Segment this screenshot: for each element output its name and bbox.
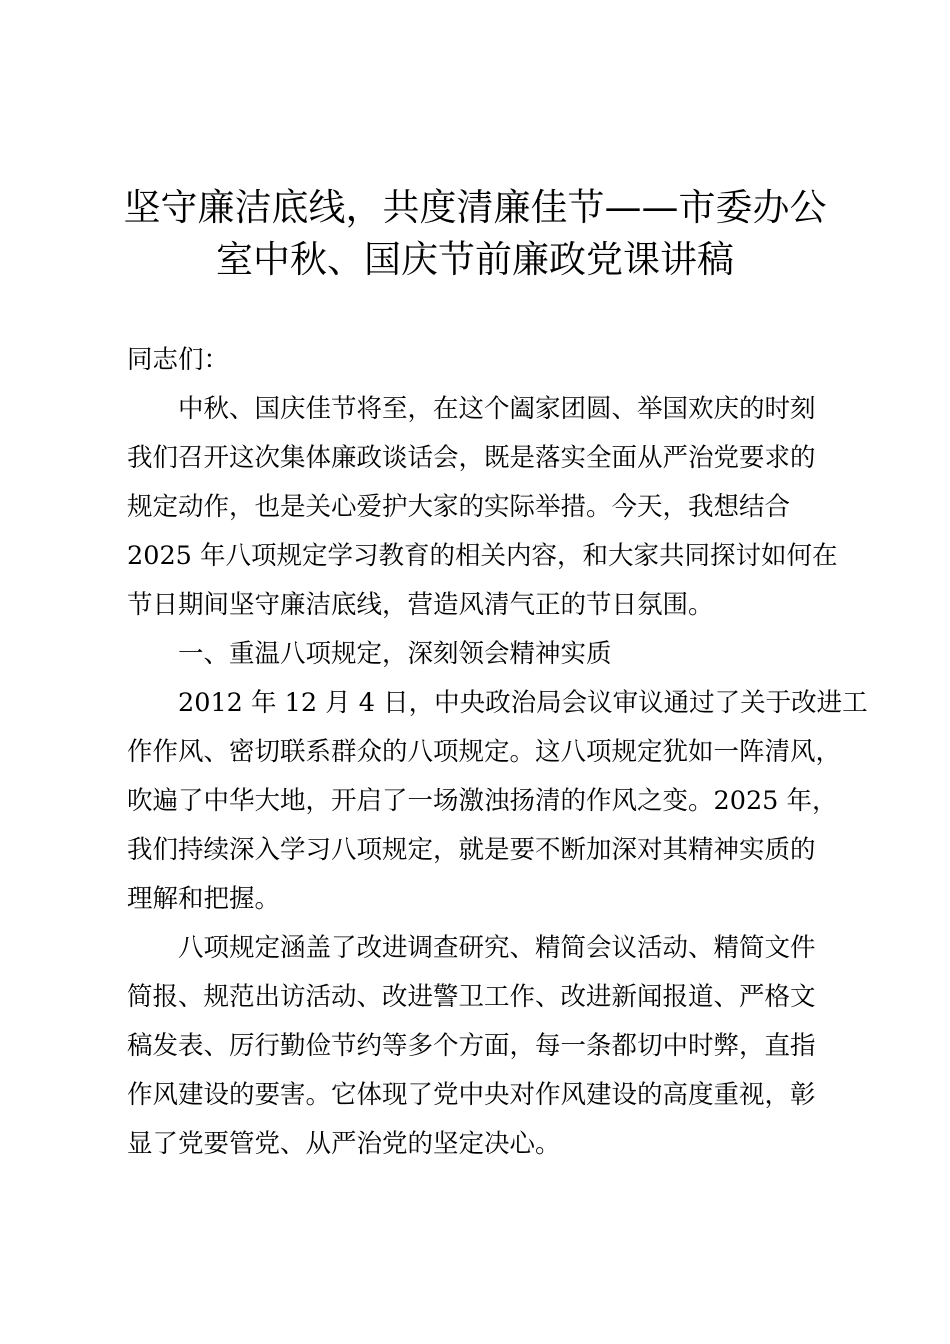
title-line-1: 坚守廉洁底线，共度清廉佳节——市委办公 bbox=[123, 186, 827, 229]
paragraph-line: 简报、规范出访活动、改进警卫工作、改进新闻报道、严格文 bbox=[127, 982, 816, 1012]
title-line-2: 室中秋、国庆节前廉政党课讲稿 bbox=[216, 238, 734, 281]
paragraph-line: 规定动作，也是关心爱护大家的实际举措。今天，我想结合 bbox=[127, 492, 791, 522]
document-body bbox=[127, 336, 868, 1169]
salutation: 同志们： bbox=[127, 345, 230, 375]
paragraph-line: 显了党要管党、从严治党的坚定决心。 bbox=[127, 1129, 561, 1159]
paragraph-line: 吹遍了中华大地，开启了一场激浊扬清的作风之变。2025 年， bbox=[127, 786, 838, 816]
paragraph-line: 2012 年 12 月 4 日，中央政治局会议审议通过了关于改进工 bbox=[178, 688, 868, 718]
section-heading-1 bbox=[127, 630, 857, 679]
paragraph-line: 作作风、密切联系群众的八项规定。这八项规定犹如一阵清风， bbox=[127, 737, 842, 767]
paragraph-line: 稿发表、厉行勤俭节约等多个方面，每一条都切中时弊，直指 bbox=[127, 1031, 816, 1061]
paragraph-1 bbox=[127, 385, 857, 630]
paragraph-line: 中秋、国庆佳节将至，在这个阖家团圆、举国欢庆的时刻 bbox=[178, 394, 816, 424]
paragraph-line: 作风建设的要害。它体现了党中央对作风建设的高度重视，彰 bbox=[127, 1080, 816, 1110]
paragraph-line: 我们持续深入学习八项规定，就是要不断加深对其精神实质的 bbox=[127, 835, 816, 865]
paragraph-line: 我们召开这次集体廉政谈话会，既是落实全面从严治党要求的 bbox=[127, 443, 816, 473]
paragraph-line: 理解和把握。 bbox=[127, 884, 281, 914]
paragraph-line: 八项规定涵盖了改进调查研究、精简会议活动、精简文件 bbox=[178, 933, 816, 963]
paragraph-3 bbox=[127, 924, 857, 1169]
document-title bbox=[100, 182, 850, 286]
section-heading: 一、重温八项规定，深刻领会精神实质 bbox=[178, 639, 612, 669]
paragraph-2 bbox=[127, 679, 868, 924]
paragraph-line: 2025 年八项规定学习教育的相关内容，和大家共同探讨如何在 bbox=[127, 541, 838, 571]
paragraph-line: 节日期间坚守廉洁底线，营造风清气正的节日氛围。 bbox=[127, 590, 714, 620]
